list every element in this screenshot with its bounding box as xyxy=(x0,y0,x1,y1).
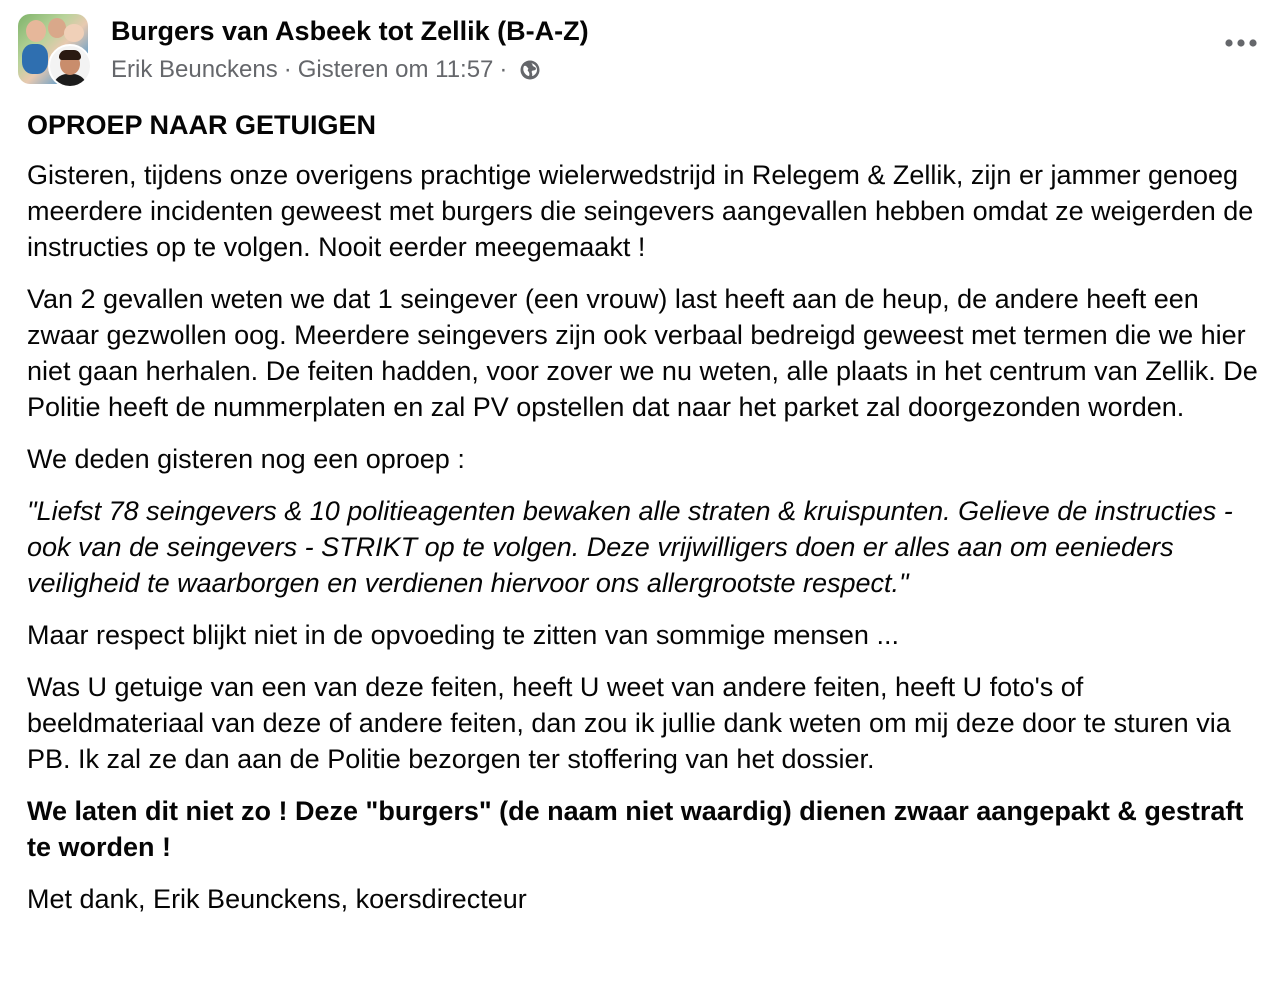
group-avatar-photo-detail xyxy=(64,24,84,42)
post-timestamp-link[interactable]: Gisteren om 11:57 xyxy=(297,56,494,83)
group-name-link[interactable]: Burgers van Asbeek tot Zellik (B-A-Z) xyxy=(111,16,589,46)
more-options-icon[interactable] xyxy=(1224,36,1258,50)
meta-separator: · xyxy=(499,56,508,83)
post-body xyxy=(27,107,1262,933)
author-avatar[interactable] xyxy=(48,44,92,88)
group-avatar-photo-detail xyxy=(22,44,48,74)
avatar-group[interactable] xyxy=(18,14,94,90)
post-paragraph: We deden gisteren nog een oproep : xyxy=(27,444,465,474)
author-name-link[interactable]: Erik Beunckens xyxy=(111,56,278,83)
post-paragraph: Van 2 gevallen weten we dat 1 seingever (een vrouw) last heeft aan de heup, de andere heeft een zwaar gezwollen oog. Meerdere seingevers zijn ook verbaal bedreigd geweest met termen die we hier niet gaan herhalen. De feiten hadden, voor zover we nu weten, alle plaats in het centrum van Zellik. De Politie heeft de nummerplaten en zal PV opstellen dat naar het parket zal doorgezonden worden. xyxy=(27,284,1258,422)
group-avatar-photo-detail xyxy=(26,20,46,42)
post-bold-statement: We laten dit niet zo ! Deze "burgers" (de naam niet waardig) dienen zwaar aangepakt & gestraft te worden ! xyxy=(27,796,1244,862)
globe-icon[interactable] xyxy=(519,59,541,81)
meta-separator: · xyxy=(283,56,292,83)
author-avatar-detail xyxy=(53,74,87,88)
post-header xyxy=(18,14,1268,90)
author-avatar-detail xyxy=(59,50,81,60)
post-paragraph: Gisteren, tijdens onze overigens prachtige wielerwedstrijd in Relegem & Zellik, zijn er jammer genoeg meerdere incidenten geweest met burgers die seingevers aangevallen hebben omdat ze weigerden de instructies op te volgen. Nooit eerder meegemaakt ! xyxy=(27,160,1254,262)
post-title: OPROEP NAAR GETUIGEN xyxy=(27,110,377,140)
post-paragraph: Maar respect blijkt niet in de opvoeding te zitten van sommige mensen ... xyxy=(27,620,899,650)
post-signature: Met dank, Erik Beunckens, koersdirecteur xyxy=(27,884,527,914)
post-quote: "Liefst 78 seingevers & 10 politieagenten bewaken alle straten & kruispunten. Gelieve de instructies - ook van de seingevers - STRIKT op te volgen. Deze vrijwilligers doen er alles aan om eenieders veiligheid te waarborgen en verdienen hiervoor ons allergrootste respect." xyxy=(27,496,1233,598)
post-paragraph: Was U getuige van een van deze feiten, heeft U weet van andere feiten, heeft U foto's of beeldmateriaal van deze of andere feiten, dan zou ik jullie dank weten om mij deze door te sturen via PB. Ik zal ze dan aan de Politie bezorgen ter stoffering van het dossier. xyxy=(27,672,1231,774)
post-meta xyxy=(111,56,541,84)
